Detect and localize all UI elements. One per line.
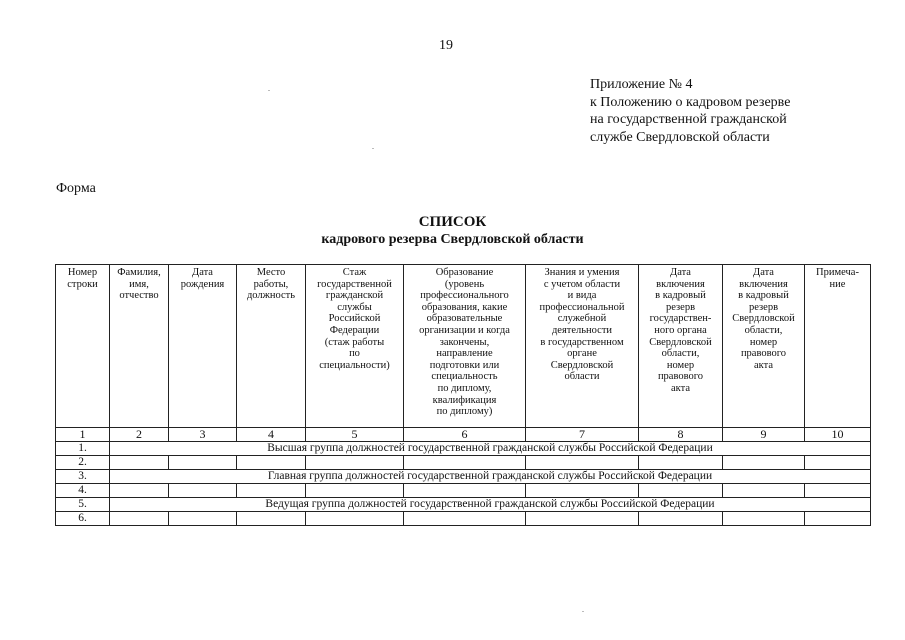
column-header-10: Примеча- ние <box>805 265 871 428</box>
row-number: 6. <box>56 512 110 526</box>
form-label: Форма <box>56 181 96 196</box>
appendix-line: Приложение № 4 <box>590 77 693 92</box>
column-number: 7 <box>526 428 639 442</box>
table-cell <box>169 484 237 498</box>
table-cell <box>404 484 526 498</box>
column-number: 10 <box>805 428 871 442</box>
column-number: 4 <box>237 428 306 442</box>
column-number: 6 <box>404 428 526 442</box>
table-cell <box>306 484 404 498</box>
table-cell <box>404 512 526 526</box>
table-header-row <box>56 265 871 428</box>
table-cell <box>723 456 805 470</box>
table-cell <box>306 456 404 470</box>
row-number: 4. <box>56 484 110 498</box>
column-header-2: Фамилия, имя, отчество <box>110 265 169 428</box>
group-title: Высшая группа должностей государственной гражданской службы Российской Федерации <box>110 442 871 456</box>
row-number: 5. <box>56 498 110 512</box>
group-row <box>56 470 871 484</box>
appendix-line: к Положению о кадровом резерве <box>590 94 791 110</box>
row-number: 2. <box>56 456 110 470</box>
table-cell <box>237 484 306 498</box>
column-header-6: Образование (уровень профессионального образования, какие образовательные организации и когда закончены, направление подготовки или специальность по диплому, квалификация по диплому) <box>404 265 526 428</box>
table-cell <box>723 484 805 498</box>
column-header-9: Дата включения в кадровый резерв Свердловской области, номер правового акта <box>723 265 805 428</box>
document-title: СПИСОК <box>418 214 487 230</box>
table-cell <box>237 456 306 470</box>
table-cell <box>805 484 871 498</box>
table-cell <box>306 512 404 526</box>
table-cell <box>110 484 169 498</box>
table-cell <box>639 484 723 498</box>
column-number-row <box>56 428 871 442</box>
table-cell <box>169 456 237 470</box>
column-header-1: Номер строки <box>56 265 110 428</box>
table-cell <box>110 456 169 470</box>
table-cell <box>723 512 805 526</box>
table-cell <box>526 456 639 470</box>
reserve-list-table <box>55 264 871 526</box>
appendix-note <box>590 76 790 146</box>
table-cell <box>404 456 526 470</box>
document-subtitle: кадрового резерва Свердловской области <box>321 232 584 247</box>
table-cell <box>237 512 306 526</box>
table-row <box>56 512 871 526</box>
table-cell <box>805 512 871 526</box>
group-row <box>56 442 871 456</box>
table-cell <box>526 512 639 526</box>
table-cell <box>805 456 871 470</box>
page-number: 19 <box>439 38 453 53</box>
table-row <box>56 484 871 498</box>
appendix-line: службе Свердловской области <box>590 129 770 145</box>
table-cell <box>639 512 723 526</box>
column-number: 3 <box>169 428 237 442</box>
table-row <box>56 456 871 470</box>
table-cell <box>110 512 169 526</box>
column-header-7: Знания и умения с учетом области и вида профессиональной служебной деятельности в государственном органе Свердловской области <box>526 265 639 428</box>
column-number: 1 <box>56 428 110 442</box>
appendix-line: на государственной гражданской <box>590 112 787 127</box>
group-row <box>56 498 871 512</box>
table-cell <box>526 484 639 498</box>
row-number: 3. <box>56 470 110 484</box>
column-header-4: Место работы, должность <box>237 265 306 428</box>
row-number: 1. <box>56 442 110 456</box>
column-header-3: Дата рождения <box>169 265 237 428</box>
column-number: 9 <box>723 428 805 442</box>
column-number: 5 <box>306 428 404 442</box>
column-header-5: Стаж государственной гражданской службы Российской Федерации (стаж работы по специальности) <box>306 265 404 428</box>
group-title: Ведущая группа должностей государственной гражданской службы Российской Федерации <box>110 498 871 512</box>
group-title: Главная группа должностей государственной гражданской службы Российской Федерации <box>110 470 871 484</box>
column-number: 8 <box>639 428 723 442</box>
table-cell <box>169 512 237 526</box>
table-cell <box>639 456 723 470</box>
column-number: 2 <box>110 428 169 442</box>
column-header-8: Дата включения в кадровый резерв государствен- ного органа Свердловской области, номер правового акта <box>639 265 723 428</box>
